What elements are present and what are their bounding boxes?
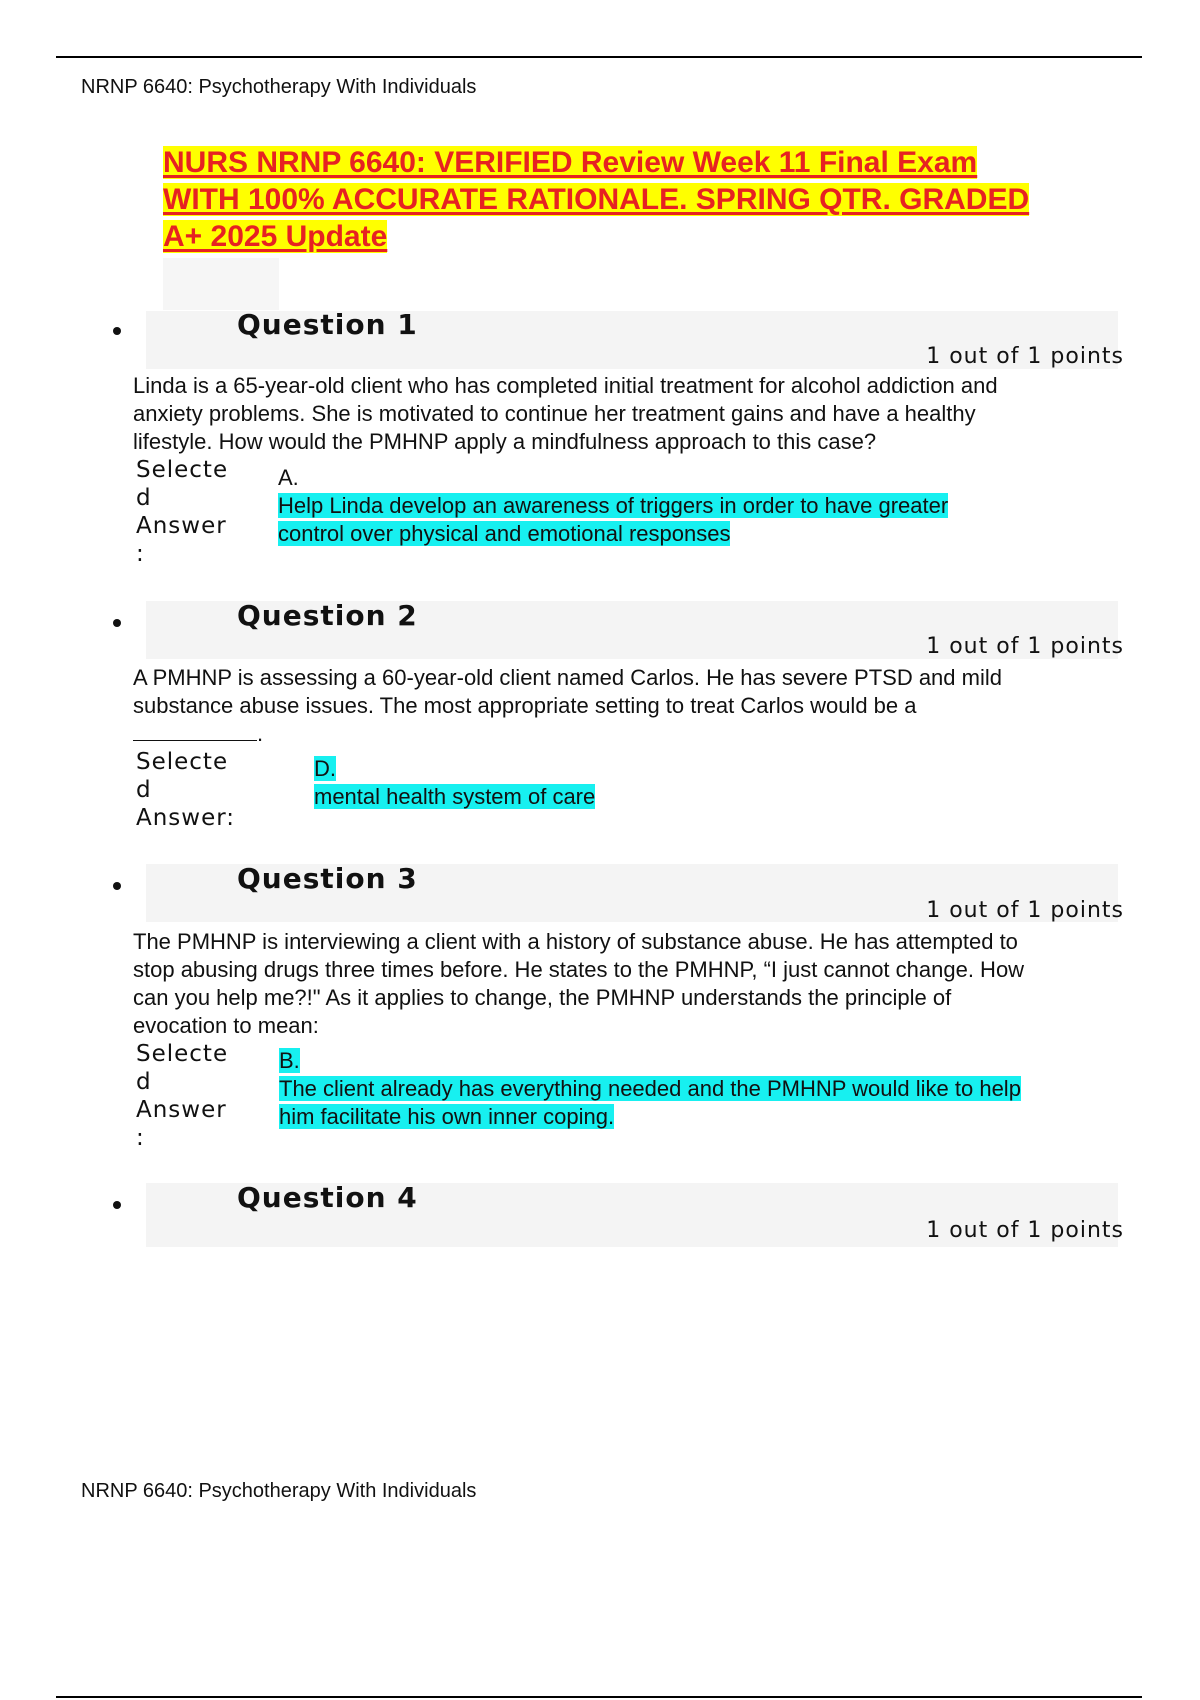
answer-text: mental health system of care [314,784,596,809]
question-1-text: Linda is a 65-year-old client who has completed initial treatment for alcohol addiction and anxiety problems. She is motivated to continue her treatment gains and have a healthy lifestyle. How would the PMHNP apply a mindfulness approach to this case? [133,373,998,454]
label-line: : [136,1125,145,1151]
question-3-selected-answer-label [136,1040,246,1152]
question-4-title: Question 4 [237,1181,418,1214]
running-header-page-2: NRNP 6640: Psychotherapy With Individuals [81,1480,477,1502]
label-line: Selecte [136,457,229,483]
question-1-answer [278,464,958,548]
title-line-1: NURS NRNP 6640: VERIFIED Review Week 11 Final Exam [163,146,978,179]
title-line-2: WITH 100% ACCURATE RATIONALE. SPRING QTR. GRADED [163,183,1030,216]
bottom-rule [56,1696,1142,1698]
question-4-points: 1 out of 1 points [926,1218,1124,1243]
question-2-text-body: A PMHNP is assessing a 60-year-old client named Carlos. He has severe PTSD and mild substance abuse issues. The most appropriate setting to treat Carlos would be a [133,665,1002,718]
label-line: d [136,1069,152,1095]
label-line: Answer: [136,805,236,831]
title-line-3: A+ 2025 Update [163,220,388,253]
question-2-title: Question 2 [237,599,418,632]
answer-letter [314,755,814,783]
question-1-points: 1 out of 1 points [926,344,1124,369]
label-line: Answer [136,513,227,539]
question-2-points: 1 out of 1 points [926,634,1124,659]
answer-letter [279,1047,1039,1075]
decorative-box [163,258,279,310]
label-line: d [136,777,152,803]
label-line: d [136,485,152,511]
question-1-selected-answer-label [136,456,246,568]
answer-letter-text: B. [279,1048,300,1073]
running-header: NRNP 6640: Psychotherapy With Individuals [81,76,477,98]
label-line: Selecte [136,1041,229,1067]
top-rule [56,56,1142,58]
question-3-text: The PMHNP is interviewing a client with a history of substance abuse. He has attempted to stop abusing drugs three times before. He states to the PMHNP, “I just cannot change. How can you help me?!" As it applies to change, the PMHNP understands the principle of evocation to mean: [133,929,1025,1038]
document-title [163,144,1101,255]
bullet-icon [113,619,121,627]
answer-letter-text: D. [314,756,336,781]
question-2-selected-answer-label [136,748,246,832]
question-3-title: Question 3 [237,862,418,895]
question-1-title: Question 1 [237,308,418,341]
answer-text: The client already has everything needed and the PMHNP would like to help him facilitate his own inner coping. [279,1076,1021,1129]
question-2-text: A PMHNP is assessing a 60-year-old client named Carlos. He has severe PTSD and mild substance abuse issues. The most appropriate setting to treat Carlos would be a . [133,665,1002,746]
fill-in-blank [133,726,257,741]
label-line: : [136,541,145,567]
bullet-icon [113,327,121,335]
label-line: Selecte [136,749,229,775]
bullet-icon [113,882,121,890]
question-2-answer [314,755,814,811]
bullet-icon [113,1201,121,1209]
question-3-points: 1 out of 1 points [926,898,1124,923]
question-3-answer [279,1047,1039,1131]
label-line: Answer [136,1097,227,1123]
answer-text: Help Linda develop an awareness of triggers in order to have greater control over physical and emotional responses [278,493,949,546]
answer-letter: A. [278,465,299,490]
